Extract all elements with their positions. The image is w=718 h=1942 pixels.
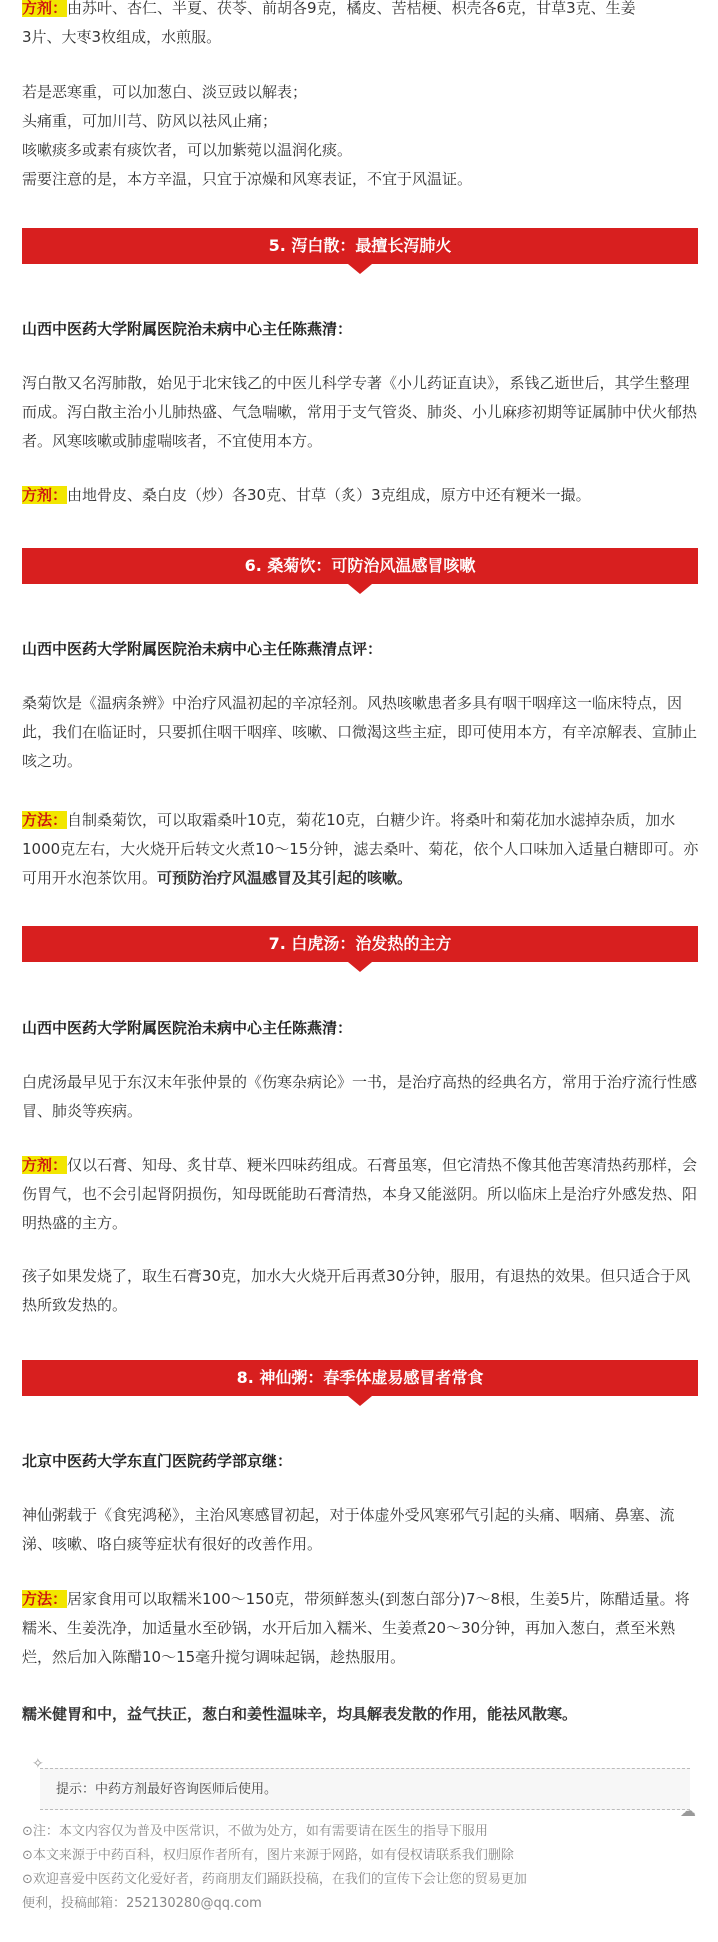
formula-label: 方剂： [22,486,68,504]
expert-heading: 山西中医药大学附属医院治未病中心主任陈燕清： [22,320,353,338]
formula-label: 方剂： [22,0,68,17]
section-body: 桑菊饮是《温病条辨》中治疗风温初起的辛凉轻剂。风热咳嗽患者多具有咽干咽痒这一临床特点，因此，我们在临证时，只要抓住咽干咽痒、咳嗽、口微渴这些主症，即可使用本方，有辛凉解表、宣肺止咳之功。 [22,694,698,770]
section-method: 方法：居家食用可以取糯米100～150克，带须鲜葱头(到葱白部分)7～8根，生姜5片，陈醋适量。将糯米、生姜洗净，加适量水至砂锅，水开后加入糯米、生姜煮20～30分钟，再加入葱白，煮至米熟烂，然后加入陈醋10～15毫升搅匀调味起锅，趁热服用。 [22,1590,690,1666]
section-banner-6: 6. 桑菊饮：可防治风温感冒咳嗽 [22,548,698,584]
tip-text: 提示：中药方剂最好咨询医师后使用。 [56,1782,278,1797]
section-banner-8: 8. 神仙粥：春季体虚易感冒者常食 [22,1360,698,1396]
section-extra: 孩子如果发烧了，取生石膏30克，加水大火烧开后再煮30分钟，服用，有退热的效果。但只适合于风热所致发热的。 [22,1267,691,1314]
cloud-icon: ☁ [680,1801,696,1820]
method-label: 方法： [22,1590,68,1608]
footer-line: ⊙注：本文内容仅为普及中医常识，不做为处方，如有需要请在医生的指导下服用 [22,1824,488,1839]
intro-formula: 方剂：由苏叶、杏仁、半夏、茯苓、前胡各9克，橘皮、苦桔梗、枳壳各6克，甘草3克、生姜 3片、大枣3枚组成，水煎服。 [22,0,636,46]
section-extra: 糯米健胃和中，益气扶正，葱白和姜性温味辛，均具解表发散的作用，能祛风散寒。 [22,1705,578,1723]
section-banner-5: 5. 泻白散：最擅长泻肺火 [22,228,698,264]
footer-notes [22,1820,702,1916]
section-body: 神仙粥载于《食宪鸿秘》，主治风寒感冒初起，对于体虚外受风寒邪气引起的头痛、咽痛、鼻塞、流涕、咳嗽、咯白痰等症状有很好的改善作用。 [22,1506,675,1553]
section-formula: 方剂：仅以石膏、知母、炙甘草、粳米四味药组成。石膏虽寒，但它清热不像其他苦寒清热药那样，会伤胃气，也不会引起肾阴损伤，知母既能助石膏清热，本身又能滋阴。所以临床上是治疗外感发热、阳明热盛的主方。 [22,1156,698,1232]
section-body: 泻白散又名泻肺散，始见于北宋钱乙的中医儿科学专著《小儿药证直诀》，系钱乙逝世后，其学生整理而成。泻白散主治小儿肺热盛、气急喘嗽，常用于支气管炎、肺炎、小儿麻疹初期等证属肺中伏火郁热者。风寒咳嗽或肺虚喘咳者，不宜使用本方。 [22,374,698,450]
section-banner-7: 7. 白虎汤：治发热的主方 [22,926,698,962]
expert-heading: 北京中医药大学东直门医院药学部京继： [22,1452,293,1470]
intro-notes: 若是恶寒重，可以加葱白、淡豆豉以解表； 头痛重，可加川芎、防风以祛风止痛； 咳嗽痰多或素有痰饮者，可以加紫菀以温润化痰。 需要注意的是，本方辛温，只宜于凉燥和风寒表证，不宜于风温证。 [22,83,473,188]
footer-line: 便利，投稿邮箱：252130280@qq.com [22,1896,262,1911]
tip-box [32,1756,696,1820]
expert-heading: 山西中医药大学附属医院治未病中心主任陈燕清： [22,1019,353,1037]
expert-heading: 山西中医药大学附属医院治未病中心主任陈燕清点评： [22,640,383,658]
section-body: 白虎汤最早见于东汉末年张仲景的《伤寒杂病论》一书，是治疗高热的经典名方，常用于治疗流行性感冒、肺炎等疾病。 [22,1073,698,1120]
section-method: 方法：自制桑菊饮，可以取霜桑叶10克，菊花10克，白糖少许。将桑叶和菊花加水滤掉杂质，加水1000克左右，大火烧开后转文火煮10～15分钟，滤去桑叶、菊花，依个人口味加入适量白糖即可。亦可用开水泡茶饮用。可预防治疗风温感冒及其引起的咳嗽。 [22,811,699,887]
section-formula: 方剂：由地骨皮、桑白皮（炒）各30克、甘草（炙）3克组成，原方中还有粳米一撮。 [22,486,591,504]
method-label: 方法： [22,811,68,829]
formula-label: 方剂： [22,1156,68,1174]
sparkle-icon: ✧ [32,1756,44,1772]
footer-line: ⊙欢迎喜爱中医药文化爱好者，药商朋友们踊跃投稿，在我们的宣传下会让您的贸易更加 [22,1872,527,1887]
footer-line: ⊙本文来源于中药百科，权归原作者所有，图片来源于网路，如有侵权请联系我们删除 [22,1848,514,1863]
